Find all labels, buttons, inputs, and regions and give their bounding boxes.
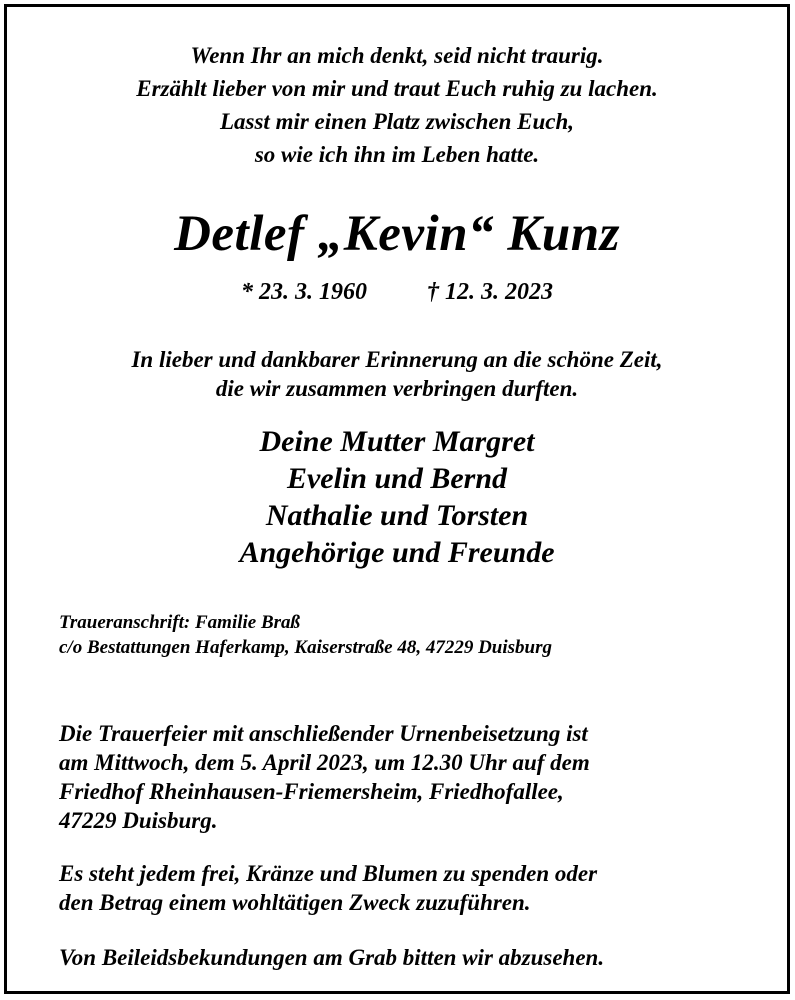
poem-line: Lasst mir einen Platz zwischen Euch, [219,109,574,134]
obituary-frame [4,4,790,994]
poem-line: so wie ich ihn im Leben hatte. [254,142,540,167]
poem [7,39,787,171]
mourner-line: Nathalie und Torsten [265,499,529,532]
mourner-line: Angehörige und Freunde [239,536,555,569]
life-dates [7,277,787,307]
mourner-line: Deine Mutter Margret [259,425,535,458]
ceremony-line: am Mittwoch, dem 5. April 2023, um 12.30 Uhr auf dem [59,750,590,775]
deceased-name: Detlef „Kevin“ Kunz [174,206,620,262]
mourners-list [7,423,787,571]
mourner-line: Evelin und Bernd [286,462,508,495]
poem-line: Erzählt lieber von mir und traut Euch ruhig zu lachen. [136,76,658,101]
ceremony-line: Friedhof Rheinhausen-Friemersheim, Friedhofallee, [59,779,564,804]
address-line: Traueranschrift: Familie Braß [59,612,301,633]
ceremony-line: Die Trauerfeier mit anschließender Urnenbeisetzung ist [59,721,588,746]
ceremony-info [59,719,767,835]
flowers-line: Es steht jedem frei, Kränze und Blumen zu spenden oder [59,861,598,886]
flowers-note [59,859,767,917]
death-date: † 12. 3. 2023 [427,279,553,305]
address-line: c/o Bestattungen Haferkamp, Kaiserstraße 48, 47229 Duisburg [59,637,552,658]
flowers-line: den Betrag einem wohltätigen Zweck zuzuführen. [59,890,531,915]
poem-line: Wenn Ihr an mich denkt, seid nicht traurig. [190,43,604,68]
condolence-note: Von Beileidsbekundungen am Grab bitten wir abzusehen. [59,945,605,970]
memory-line: die wir zusammen verbringen durften. [215,376,579,401]
ceremony-line: 47229 Duisburg. [59,808,218,833]
memory-line: In lieber und dankbarer Erinnerung an die schöne Zeit, [131,347,663,372]
mourning-address [59,610,767,660]
memory-text [7,345,787,403]
birth-date: * 23. 3. 1960 [241,279,367,305]
